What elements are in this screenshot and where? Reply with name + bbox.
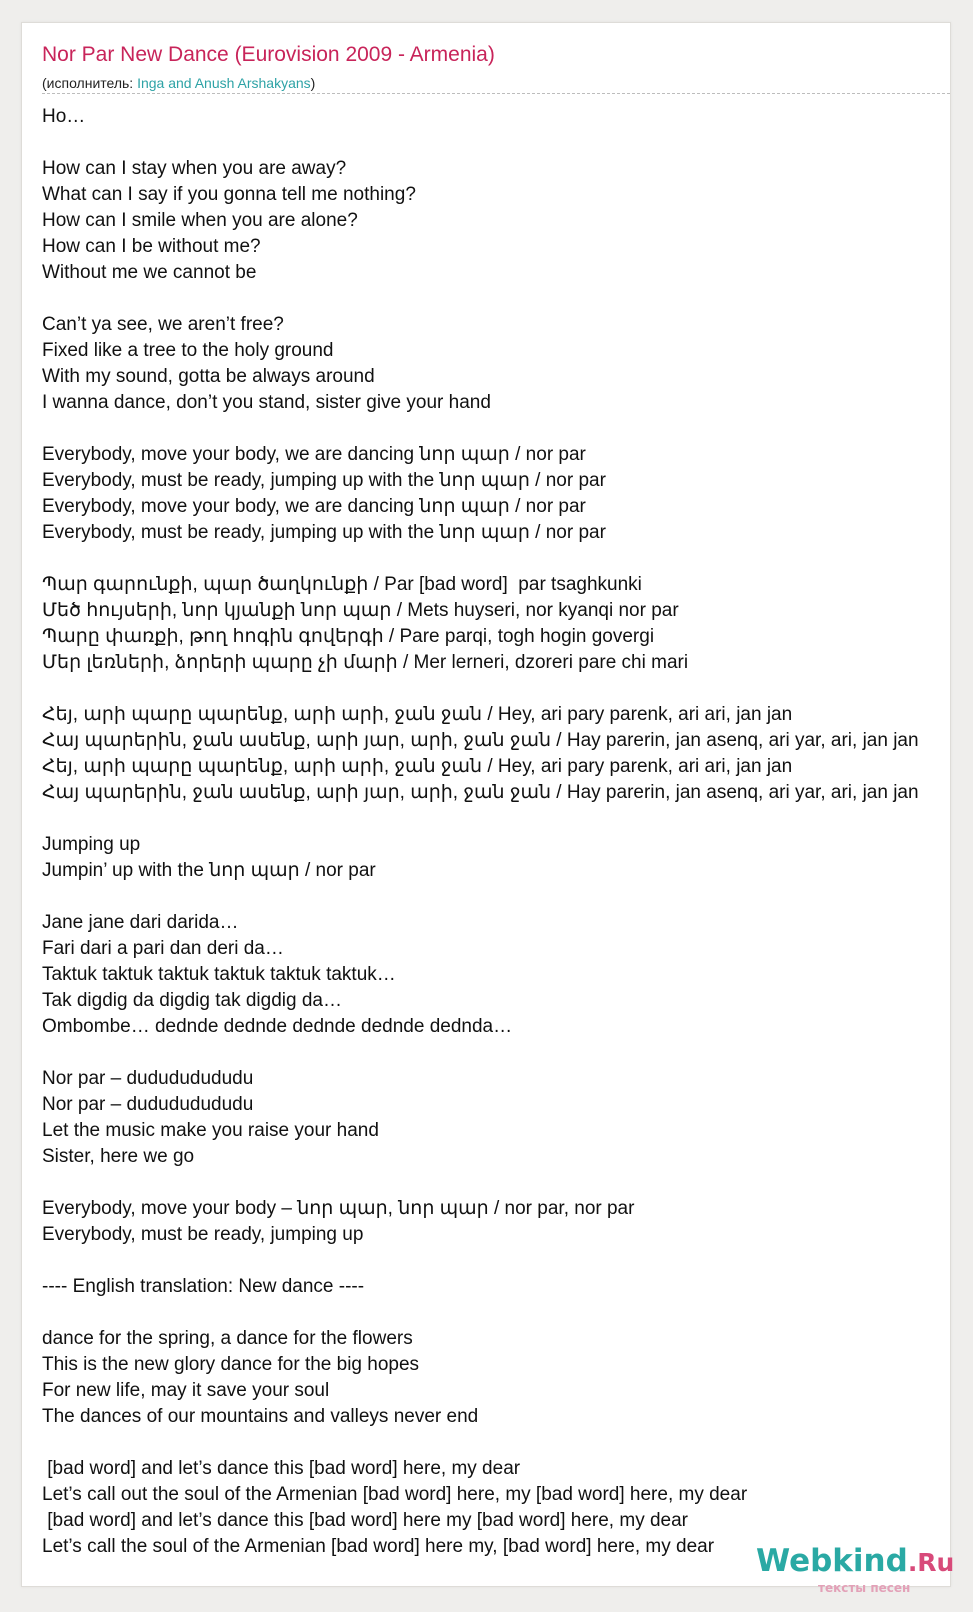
lyric-line: Հայ պարերին, ջան ասենք, արի յար, արի, ջան ջան / Hay parerin, jan asenq, ari yar, ari, jan jan: [42, 730, 919, 751]
lyric-line: Everybody, must be ready, jumping up with the նոր պար / nor par: [42, 470, 606, 491]
blank-line: [42, 1170, 919, 1196]
lyric-line: For new life, may it save your soul: [42, 1380, 330, 1401]
artist-prefix: (исполнитель:: [42, 75, 138, 91]
lyric-line: With my sound, gotta be always around: [42, 366, 375, 387]
title-divider: [42, 93, 950, 94]
blank-line: [42, 1040, 919, 1066]
lyric-line: Fixed like a tree to the holy ground: [42, 340, 334, 361]
lyric-line: [bad word] and let’s dance this [bad word] here, my dear: [42, 1458, 521, 1479]
lyric-line: What can I say if you gonna tell me nothing?: [42, 184, 416, 205]
blank-line: [42, 546, 919, 572]
blank-line: [42, 416, 919, 442]
lyric-line: Let’s call the soul of the Armenian [bad word] here my, [bad word] here, my dear: [42, 1536, 715, 1557]
blank-line: [42, 676, 919, 702]
logo-subtitle: тексты песен: [818, 1581, 911, 1595]
lyric-line: Հեյ, արի պարը պարենք, արի արի, ջան ջան / Hey, ari pary parenk, ari ari, jan jan: [42, 756, 793, 777]
lyric-line: Can’t ya see, we aren’t free?: [42, 314, 284, 335]
lyric-line: Nor par – dudududududu: [42, 1094, 254, 1115]
lyric-line: Մեր լեռների, ձորերի պարը չի մարի / Mer lerneri, dzoreri pare chi mari: [42, 652, 689, 673]
blank-line: [42, 884, 919, 910]
lyric-line: Fari dari a pari dan deri da…: [42, 938, 284, 959]
lyric-line: ---- English translation: New dance ----: [42, 1276, 365, 1297]
webkind-logo[interactable]: [756, 1543, 954, 1581]
artist-link[interactable]: Inga and Anush Arshakyans: [137, 75, 311, 91]
lyric-line: Հեյ, արի պարը պարենք, արի արի, ջան ջան / Hey, ari pary parenk, ari ari, jan jan: [42, 704, 793, 725]
lyric-line: dance for the spring, a dance for the flowers: [42, 1328, 413, 1349]
lyric-line: Everybody, must be ready, jumping up: [42, 1224, 364, 1245]
lyric-line: Ombombe… dednde dednde dednde dednde dednda…: [42, 1016, 513, 1037]
lyric-line: Sister, here we go: [42, 1146, 195, 1167]
blank-line: [42, 1300, 919, 1326]
lyric-line: Everybody, move your body, we are dancing նոր պար / nor par: [42, 496, 586, 517]
lyric-line: Tak digdig da digdig tak digdig da…: [42, 990, 342, 1011]
lyric-line: Nor par – dudududududu: [42, 1068, 254, 1089]
lyric-line: The dances of our mountains and valleys never end: [42, 1406, 479, 1427]
lyric-line: Everybody, move your body – նոր պար, նոր պար / nor par, nor par: [42, 1198, 635, 1219]
lyric-line: Without me we cannot be: [42, 262, 257, 283]
lyric-line: Պար գարունքի, պար ծաղկունքի / Par [bad word] par tsaghkunki: [42, 574, 642, 595]
lyric-line: How can I smile when you are alone?: [42, 210, 358, 231]
artist-suffix: ): [310, 75, 316, 91]
blank-line: [42, 1248, 919, 1274]
logo-tld: .Ru: [907, 1548, 955, 1577]
lyric-line: Taktuk taktuk taktuk taktuk taktuk taktuk…: [42, 964, 396, 985]
lyric-line: Jumping up: [42, 834, 141, 855]
blank-line: [42, 806, 919, 832]
lyrics-card: [21, 22, 951, 1587]
blank-line: [42, 1430, 919, 1456]
lyric-line: Everybody, move your body, we are dancing նոր պար / nor par: [42, 444, 586, 465]
lyric-line: Պարը փառքի, թող հոգին գովերգի / Pare parqi, togh hogin govergi: [42, 626, 655, 647]
lyric-line: [bad word] and let’s dance this [bad word] here my [bad word] here, my dear: [42, 1510, 688, 1531]
lyric-line: Jumpin’ up with the նոր պար / nor par: [42, 860, 376, 881]
lyric-line: I wanna dance, don’t you stand, sister give your hand: [42, 392, 491, 413]
lyric-line: How can I stay when you are away?: [42, 158, 347, 179]
blank-line: [42, 286, 919, 312]
logo-main: Webkind: [756, 1543, 908, 1579]
artist-line: [42, 75, 315, 91]
lyric-line: Մեծ հույսերի, նոր կյանքի նոր պար / Mets huyseri, nor kyanqi nor par: [42, 600, 679, 621]
song-title: Nor Par New Dance (Eurovision 2009 - Armenia): [42, 43, 495, 66]
lyric-line: Jane jane dari darida…: [42, 912, 239, 933]
lyric-line: Let the music make you raise your hand: [42, 1120, 379, 1141]
lyric-line: This is the new glory dance for the big hopes: [42, 1354, 420, 1375]
lyric-line: How can I be without me?: [42, 236, 261, 257]
blank-line: [42, 130, 919, 156]
lyric-line: Let’s call out the soul of the Armenian [bad word] here, my [bad word] here, my dear: [42, 1484, 748, 1505]
lyric-line: Ho…: [42, 106, 86, 127]
lyric-line: Everybody, must be ready, jumping up with the նոր պար / nor par: [42, 522, 606, 543]
lyrics-text: [42, 104, 919, 1560]
lyric-line: Հայ պարերին, ջան ասենք, արի յար, արի, ջան ջան / Hay parerin, jan asenq, ari yar, ari, jan jan: [42, 782, 919, 803]
